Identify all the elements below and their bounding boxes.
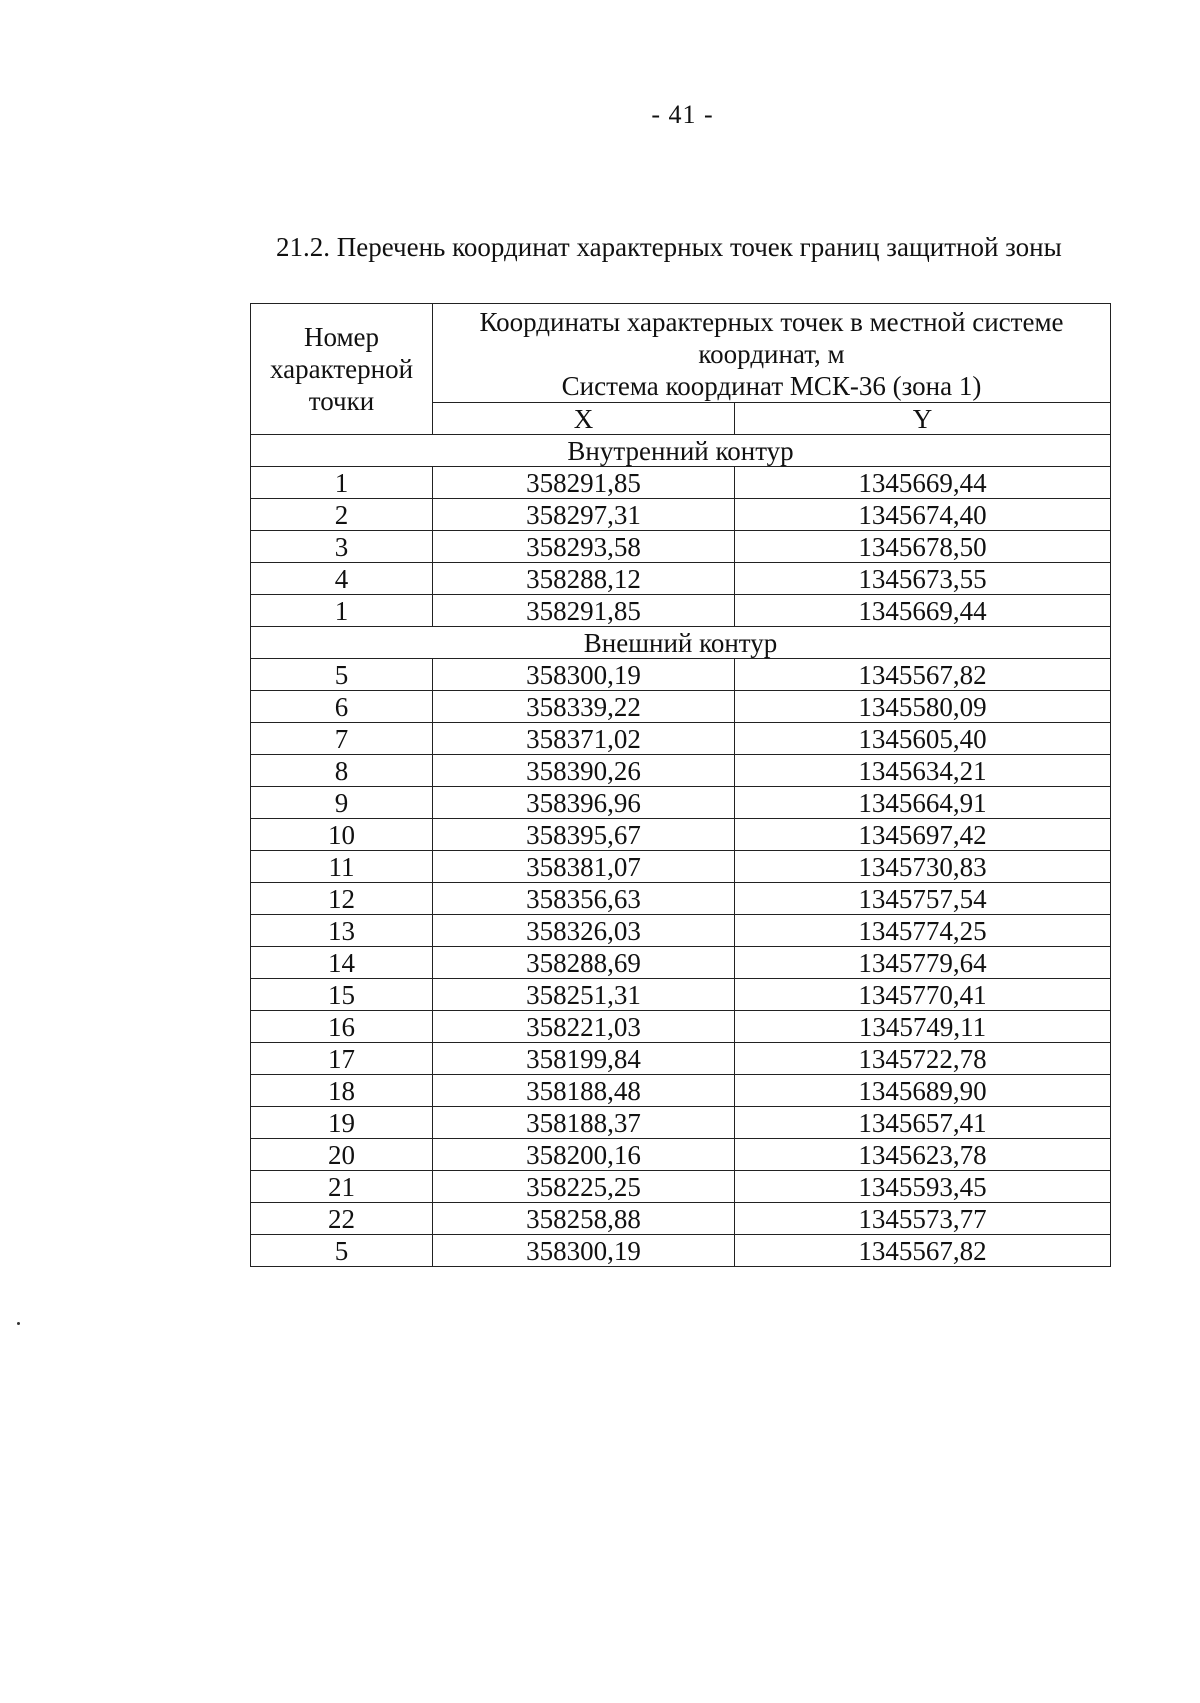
section-header-row — [251, 627, 1111, 659]
point-number-cell: 13 — [251, 915, 433, 947]
table-row — [251, 723, 1111, 755]
x-coordinate-cell: 358288,12 — [433, 563, 735, 595]
x-coordinate-cell: 358188,37 — [433, 1107, 735, 1139]
table-row — [251, 1235, 1111, 1267]
point-number-cell: 2 — [251, 499, 433, 531]
table-row — [251, 883, 1111, 915]
x-coordinate-cell: 358288,69 — [433, 947, 735, 979]
header-point-number-line: характерной — [269, 354, 414, 384]
y-coordinate-cell: 1345580,09 — [735, 691, 1111, 723]
x-coordinate-cell: 358395,67 — [433, 819, 735, 851]
x-coordinate-cell: 358339,22 — [433, 691, 735, 723]
point-number-cell: 7 — [251, 723, 433, 755]
point-number-cell: 10 — [251, 819, 433, 851]
y-coordinate-cell: 1345757,54 — [735, 883, 1111, 915]
x-coordinate-cell: 358396,96 — [433, 787, 735, 819]
table-row — [251, 563, 1111, 595]
header-point-number-line: точки — [308, 386, 375, 416]
y-coordinate-cell: 1345673,55 — [735, 563, 1111, 595]
point-number-cell: 12 — [251, 883, 433, 915]
header-point-number-line: Номер — [303, 322, 380, 352]
point-number-cell: 3 — [251, 531, 433, 563]
table-row — [251, 979, 1111, 1011]
x-coordinate-cell: 358291,85 — [433, 467, 735, 499]
point-number-cell: 6 — [251, 691, 433, 723]
x-coordinate-cell: 358200,16 — [433, 1139, 735, 1171]
table-body — [251, 435, 1111, 1267]
y-coordinate-cell: 1345674,40 — [735, 499, 1111, 531]
x-coordinate-cell: 358326,03 — [433, 915, 735, 947]
x-coordinate-cell: 358225,25 — [433, 1171, 735, 1203]
header-coordinates-line: координат, м — [698, 339, 845, 369]
section-title-cell: Внешний контур — [251, 627, 1111, 659]
table-row — [251, 851, 1111, 883]
y-coordinate-cell: 1345623,78 — [735, 1139, 1111, 1171]
table-row — [251, 915, 1111, 947]
table-row — [251, 499, 1111, 531]
x-coordinate-cell: 358199,84 — [433, 1043, 735, 1075]
header-coordinates-line: Координаты характерных точек в местной системе — [479, 307, 1064, 337]
x-coordinate-cell: 358371,02 — [433, 723, 735, 755]
x-coordinate-cell: 358381,07 — [433, 851, 735, 883]
table-row — [251, 1139, 1111, 1171]
y-coordinate-cell: 1345770,41 — [735, 979, 1111, 1011]
x-coordinate-cell: 358297,31 — [433, 499, 735, 531]
point-number-cell: 8 — [251, 755, 433, 787]
x-coordinate-cell: 358300,19 — [433, 659, 735, 691]
y-coordinate-cell: 1345722,78 — [735, 1043, 1111, 1075]
x-coordinate-cell: 358258,88 — [433, 1203, 735, 1235]
y-coordinate-cell: 1345697,42 — [735, 819, 1111, 851]
y-coordinate-cell: 1345689,90 — [735, 1075, 1111, 1107]
table-row — [251, 1075, 1111, 1107]
x-coordinate-cell: 358300,19 — [433, 1235, 735, 1267]
table-row — [251, 1043, 1111, 1075]
x-coordinate-cell: 358293,58 — [433, 531, 735, 563]
x-coordinate-cell: 358221,03 — [433, 1011, 735, 1043]
table-row — [251, 819, 1111, 851]
y-coordinate-cell: 1345567,82 — [735, 1235, 1111, 1267]
table-row — [251, 531, 1111, 563]
point-number-cell: 11 — [251, 851, 433, 883]
point-number-cell: 9 — [251, 787, 433, 819]
point-number-cell: 5 — [251, 1235, 433, 1267]
table-row — [251, 691, 1111, 723]
table-row — [251, 1107, 1111, 1139]
page-number: - 41 - — [651, 100, 714, 129]
table-row — [251, 1203, 1111, 1235]
section-title-cell: Внутренний контур — [251, 435, 1111, 467]
point-number-cell: 17 — [251, 1043, 433, 1075]
point-number-cell: 16 — [251, 1011, 433, 1043]
section-header-row — [251, 435, 1111, 467]
x-coordinate-cell: 358390,26 — [433, 755, 735, 787]
table-row — [251, 755, 1111, 787]
x-coordinate-cell: 358251,31 — [433, 979, 735, 1011]
point-number-cell: 21 — [251, 1171, 433, 1203]
point-number-cell: 18 — [251, 1075, 433, 1107]
x-coordinate-cell: 358188,48 — [433, 1075, 735, 1107]
coordinates-table — [250, 303, 1111, 1267]
header-point-number — [251, 304, 433, 435]
header-x: X — [433, 403, 735, 435]
y-coordinate-cell: 1345573,77 — [735, 1203, 1111, 1235]
point-number-cell: 1 — [251, 467, 433, 499]
point-number-cell: 22 — [251, 1203, 433, 1235]
point-number-cell: 19 — [251, 1107, 433, 1139]
table-row — [251, 1011, 1111, 1043]
point-number-cell: 4 — [251, 563, 433, 595]
point-number-cell: 15 — [251, 979, 433, 1011]
table-row — [251, 1171, 1111, 1203]
header-coordinates — [433, 304, 1111, 403]
y-coordinate-cell: 1345779,64 — [735, 947, 1111, 979]
y-coordinate-cell: 1345657,41 — [735, 1107, 1111, 1139]
y-coordinate-cell: 1345730,83 — [735, 851, 1111, 883]
y-coordinate-cell: 1345669,44 — [735, 595, 1111, 627]
point-number-cell: 1 — [251, 595, 433, 627]
y-coordinate-cell: 1345669,44 — [735, 467, 1111, 499]
table-row — [251, 659, 1111, 691]
y-coordinate-cell: 1345749,11 — [735, 1011, 1111, 1043]
header-y: Y — [735, 403, 1111, 435]
y-coordinate-cell: 1345593,45 — [735, 1171, 1111, 1203]
y-coordinate-cell: 1345774,25 — [735, 915, 1111, 947]
y-coordinate-cell: 1345634,21 — [735, 755, 1111, 787]
table-row — [251, 467, 1111, 499]
scan-speck — [17, 1322, 20, 1325]
y-coordinate-cell: 1345605,40 — [735, 723, 1111, 755]
table-row — [251, 787, 1111, 819]
y-coordinate-cell: 1345678,50 — [735, 531, 1111, 563]
table-row — [251, 595, 1111, 627]
section-title: 21.2. Перечень координат характерных точек границ защитной зоны — [276, 232, 1062, 262]
x-coordinate-cell: 358291,85 — [433, 595, 735, 627]
point-number-cell: 5 — [251, 659, 433, 691]
y-coordinate-cell: 1345664,91 — [735, 787, 1111, 819]
table-row — [251, 947, 1111, 979]
x-coordinate-cell: 358356,63 — [433, 883, 735, 915]
point-number-cell: 20 — [251, 1139, 433, 1171]
point-number-cell: 14 — [251, 947, 433, 979]
y-coordinate-cell: 1345567,82 — [735, 659, 1111, 691]
header-coordinates-line: Система координат МСК-36 (зона 1) — [561, 371, 982, 401]
